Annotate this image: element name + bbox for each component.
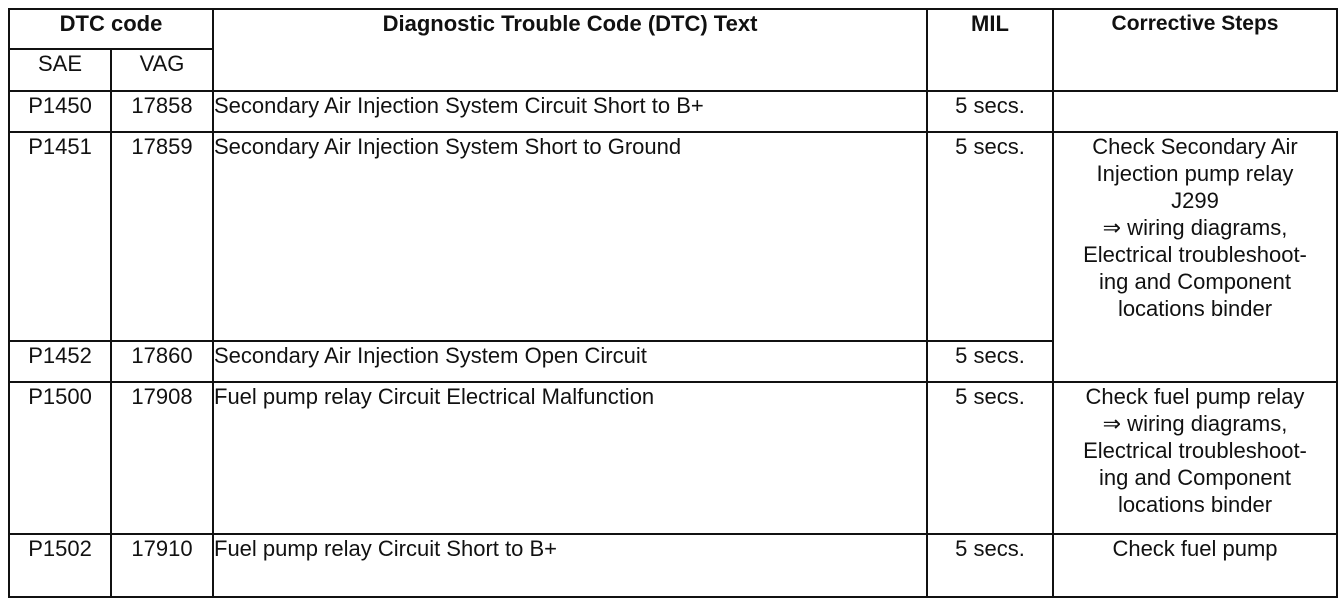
steps-line: ing and Component	[1098, 464, 1292, 490]
vag-code: 17910	[111, 534, 213, 597]
table-row	[9, 534, 1337, 597]
header-vag: VAG	[111, 49, 213, 91]
dtc-text: Fuel pump relay Circuit Electrical Malfunction	[213, 382, 927, 534]
steps-line: locations binder	[1117, 491, 1273, 517]
header-sae: SAE	[9, 49, 111, 91]
table-row	[9, 91, 1337, 132]
dtc-text: Fuel pump relay Circuit Short to B+	[213, 534, 927, 597]
header-corrective-steps: Corrective Steps	[1053, 9, 1337, 91]
vag-code: 17858	[111, 91, 213, 132]
mil-value: 5 secs.	[927, 91, 1053, 132]
vag-code: 17860	[111, 341, 213, 382]
steps-line: Electrical troubleshoot-	[1083, 241, 1307, 267]
corrective-steps-secondary-air	[1053, 132, 1337, 382]
steps-line: Electrical troubleshoot-	[1083, 437, 1307, 463]
table-row	[9, 132, 1337, 341]
header-row	[9, 9, 1337, 49]
sae-code: P1500	[9, 382, 111, 534]
mil-value: 5 secs.	[927, 132, 1053, 341]
steps-line: ing and Component	[1098, 268, 1292, 294]
steps-line: ⇒ wiring diagrams,	[1102, 410, 1288, 436]
mil-value: 5 secs.	[927, 382, 1053, 534]
steps-line: locations binder	[1117, 295, 1273, 321]
steps-line: Injection pump relay	[1096, 160, 1294, 186]
steps-line: Check fuel pump relay	[1085, 383, 1305, 409]
table-row	[9, 382, 1337, 534]
vag-code: 17908	[111, 382, 213, 534]
header-mil: MIL	[927, 9, 1053, 91]
mil-value: 5 secs.	[927, 341, 1053, 382]
mil-value: 5 secs.	[927, 534, 1053, 597]
sae-code: P1451	[9, 132, 111, 341]
corrective-steps-fuel-pump-relay	[1053, 382, 1337, 534]
header-dtc-text: Diagnostic Trouble Code (DTC) Text	[213, 9, 927, 91]
vag-code: 17859	[111, 132, 213, 341]
dtc-text: Secondary Air Injection System Open Circuit	[213, 341, 927, 382]
dtc-text: Secondary Air Injection System Circuit Short to B+	[213, 91, 927, 132]
corrective-steps-fuel-pump: Check fuel pump	[1053, 534, 1337, 597]
sae-code: P1502	[9, 534, 111, 597]
steps-line: J299	[1171, 187, 1219, 213]
steps-line: Check Secondary Air	[1092, 133, 1298, 159]
dtc-table	[8, 8, 1338, 598]
sae-code: P1450	[9, 91, 111, 132]
header-dtc-code: DTC code	[9, 9, 213, 49]
sae-code: P1452	[9, 341, 111, 382]
dtc-text: Secondary Air Injection System Short to Ground	[213, 132, 927, 341]
steps-line: ⇒ wiring diagrams,	[1102, 214, 1288, 240]
